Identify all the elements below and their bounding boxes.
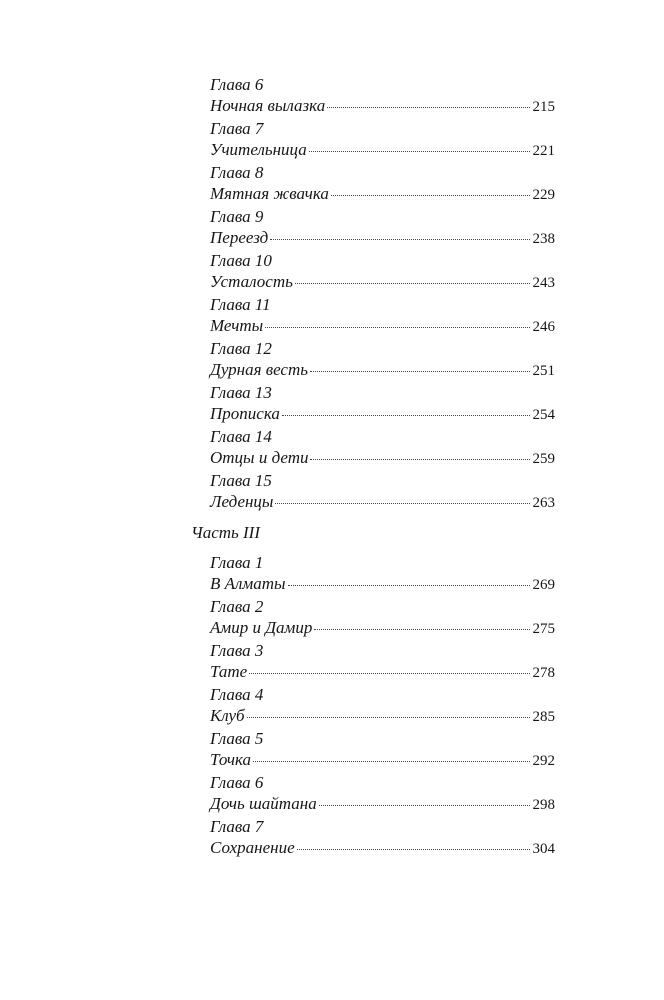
toc-entry	[210, 552, 555, 596]
chapter-title: Мечты	[210, 316, 264, 335]
dot-leader	[247, 716, 530, 718]
chapter-label: Глава 1	[210, 553, 264, 572]
dot-leader	[314, 628, 529, 630]
chapter-label: Глава 10	[210, 251, 272, 270]
toc-title-row	[210, 749, 555, 771]
chapter-title: Переезд	[210, 228, 269, 247]
toc-entry	[210, 206, 555, 250]
chapter-title: Клуб	[210, 706, 245, 725]
toc-entry	[210, 74, 555, 118]
chapter-title: Дочь шайтана	[210, 794, 317, 813]
dot-leader	[249, 672, 529, 674]
dot-leader	[331, 194, 530, 196]
toc-entry	[210, 772, 555, 816]
page-number: 278	[532, 665, 555, 681]
toc-title-row	[210, 705, 555, 727]
part-heading: Часть III	[191, 523, 261, 542]
toc-entry	[210, 728, 555, 772]
toc-title-row	[210, 837, 555, 859]
page-number: 229	[532, 187, 555, 203]
chapter-title: В Алматы	[210, 574, 286, 593]
chapter-title: Усталость	[210, 272, 293, 291]
toc-title-row	[210, 617, 555, 639]
toc-title-row	[210, 271, 555, 293]
dot-leader	[282, 414, 530, 416]
toc-title-row	[210, 227, 555, 249]
toc-entry	[210, 426, 555, 470]
chapter-label: Глава 4	[210, 685, 264, 704]
chapter-title: Точка	[210, 750, 252, 769]
dot-leader	[310, 458, 529, 460]
chapter-label: Глава 6	[210, 773, 264, 792]
chapter-label: Глава 3	[210, 641, 264, 660]
chapter-label: Глава 13	[210, 383, 272, 402]
page-number: 243	[532, 275, 555, 291]
toc-title-row	[210, 315, 555, 337]
toc-title-row	[210, 403, 555, 425]
dot-leader	[297, 848, 530, 850]
chapter-label: Глава 5	[210, 729, 264, 748]
toc-title-row	[210, 139, 555, 161]
chapter-title: Ночная вылазка	[210, 96, 326, 115]
toc-title-row	[210, 183, 555, 205]
toc-entry	[210, 596, 555, 640]
toc-entry	[210, 338, 555, 382]
dot-leader	[295, 282, 530, 284]
chapter-label: Глава 7	[210, 817, 264, 836]
toc-title-row	[210, 793, 555, 815]
dot-leader	[253, 760, 529, 762]
chapter-label: Глава 11	[210, 295, 271, 314]
page-number: 254	[532, 407, 555, 423]
chapter-title: Учительница	[210, 140, 307, 159]
chapter-label: Глава 8	[210, 163, 264, 182]
chapter-label: Глава 12	[210, 339, 272, 358]
page-number: 215	[532, 99, 555, 115]
page-number: 251	[532, 363, 555, 379]
toc-entry	[210, 684, 555, 728]
table-of-contents	[0, 74, 664, 860]
page-number: 269	[532, 577, 555, 593]
chapter-title: Мятная жвачка	[210, 184, 329, 203]
chapter-title: Отцы и дети	[210, 448, 309, 467]
chapter-title: Дурная весть	[210, 360, 308, 379]
dot-leader	[270, 238, 529, 240]
chapter-title: Сохранение	[210, 838, 295, 857]
toc-title-row	[210, 447, 555, 469]
dot-leader	[288, 584, 530, 586]
page-number: 246	[532, 319, 555, 335]
toc-entry	[210, 294, 555, 338]
chapter-label: Глава 7	[210, 119, 264, 138]
chapter-label: Глава 14	[210, 427, 272, 446]
toc-entry	[210, 816, 555, 860]
page-number: 221	[532, 143, 555, 159]
page-number: 304	[532, 841, 555, 857]
toc-title-row	[210, 491, 555, 513]
toc-title-row	[210, 573, 555, 595]
page-number: 285	[532, 709, 555, 725]
toc-title-row	[210, 661, 555, 683]
dot-leader	[319, 804, 530, 806]
page-number: 263	[532, 495, 555, 511]
dot-leader	[275, 502, 529, 504]
page-number: 259	[532, 451, 555, 467]
toc-entry	[210, 250, 555, 294]
toc-entry	[210, 382, 555, 426]
page-number: 238	[532, 231, 555, 247]
page-number: 275	[532, 621, 555, 637]
page-number: 298	[532, 797, 555, 813]
page-number: 292	[532, 753, 555, 769]
toc-title-row	[210, 95, 555, 117]
chapter-label: Глава 15	[210, 471, 272, 490]
toc-entry	[210, 640, 555, 684]
toc-entry	[210, 470, 555, 514]
chapter-label: Глава 2	[210, 597, 264, 616]
chapter-label: Глава 9	[210, 207, 264, 226]
dot-leader	[265, 326, 529, 328]
toc-entry	[210, 162, 555, 206]
toc-title-row	[210, 359, 555, 381]
chapter-title: Тате	[210, 662, 248, 681]
dot-leader	[310, 370, 530, 372]
dot-leader	[309, 150, 530, 152]
chapter-title: Амир и Дамир	[210, 618, 313, 637]
chapter-title: Прописка	[210, 404, 280, 423]
chapter-title: Леденцы	[210, 492, 274, 511]
chapter-label: Глава 6	[210, 75, 264, 94]
toc-entry	[210, 118, 555, 162]
dot-leader	[327, 106, 529, 108]
